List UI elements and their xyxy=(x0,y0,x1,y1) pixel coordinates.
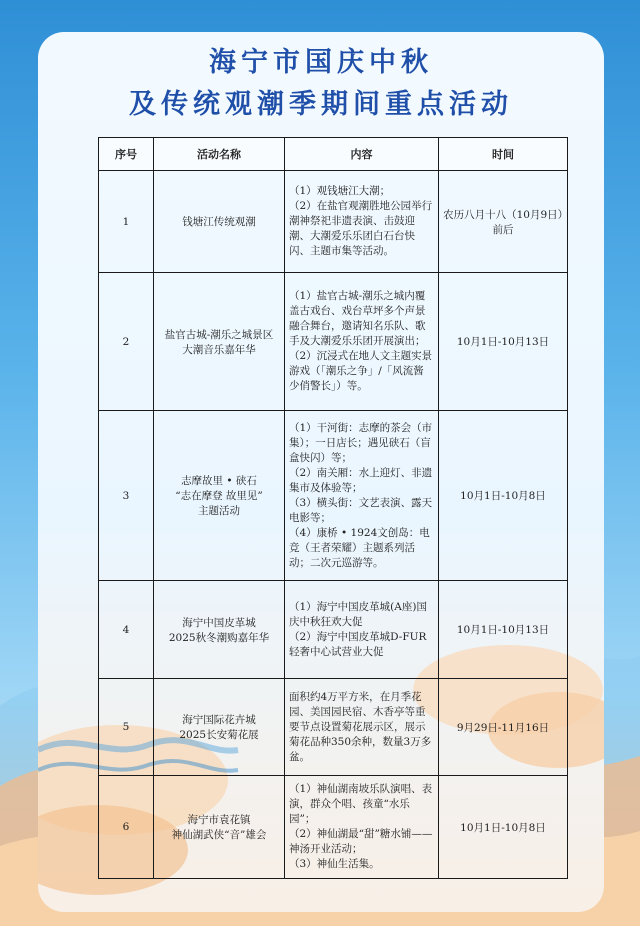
header-content: 内容 xyxy=(285,138,439,171)
row-content-line: 面积约4万平方米，在月季花园、美国园民宿、木香亭等重要节点设置菊花展示区，展示菊花品种350余种，数量3万多盆。 xyxy=(289,690,432,763)
row-time: 10月1日-10月13日 xyxy=(439,273,568,411)
page-title xyxy=(38,42,604,126)
row-name xyxy=(154,411,285,581)
row-content xyxy=(285,171,439,273)
row-content-line: （3）横头街：文艺表演、露天电影等； xyxy=(289,496,433,524)
row-name xyxy=(154,171,285,273)
row-name-line: 盐官古城-潮乐之城景区 xyxy=(164,328,274,341)
row-content-line: （1）神仙湖南坡乐队演唱、表演，群众个唱、孩童“水乐园”； xyxy=(289,783,433,825)
header-time: 时间 xyxy=(439,138,568,171)
row-content-line: （4）康桥 • 1924文创岛：电竞（王者荣耀）主题系列活动；二次元巡游等。 xyxy=(289,526,430,569)
row-name-line: 海宁国际花卉城 xyxy=(182,714,256,726)
row-name-line: 海宁市袁花镇 xyxy=(187,814,251,826)
row-time: 农历八月十八（10月9日）前后 xyxy=(439,171,568,273)
row-no: 3 xyxy=(99,411,154,581)
row-name-line: 2025长安菊花展 xyxy=(179,729,259,741)
row-name-line: 神仙湖武侠“音”雄会 xyxy=(171,829,267,841)
row-name-line: “志在摩登 故里见” xyxy=(175,490,263,502)
row-content xyxy=(285,679,439,776)
table-row xyxy=(99,411,568,581)
row-name xyxy=(154,776,285,879)
row-content-line: （1）观钱塘江大潮； xyxy=(289,185,391,197)
header-no: 序号 xyxy=(99,138,154,171)
row-content-line: （1）盐官古城-潮乐之城内覆盖古戏台、戏台草坪多个声景融合舞台，邀请知名乐队、歌手及大潮爱乐乐团开展演出； xyxy=(289,290,426,347)
row-name-line: 主题活动 xyxy=(198,505,240,517)
row-content-line: （1）海宁中国皮革城(A座)国庆中秋狂欢大促 xyxy=(289,600,427,628)
row-content xyxy=(285,581,439,679)
activity-table xyxy=(98,137,568,879)
row-content-line: （1）干河街：志摩的茶会（市集）；一日店长；遇见硖石（盲盒快闪）等； xyxy=(289,421,433,464)
row-name-line: 大潮音乐嘉年华 xyxy=(182,343,256,356)
title-line-1: 海宁市国庆中秋 xyxy=(209,47,433,78)
table-row xyxy=(99,171,568,273)
row-content xyxy=(285,273,439,411)
row-name xyxy=(154,273,285,411)
row-time: 9月29日-11月16日 xyxy=(439,679,568,776)
table-header-row xyxy=(99,138,568,171)
table-row xyxy=(99,776,568,879)
row-no: 1 xyxy=(99,171,154,273)
row-name xyxy=(154,581,285,679)
row-name-line: 志摩故里 • 硖石 xyxy=(181,475,257,487)
row-no: 4 xyxy=(99,581,154,679)
header-name: 活动名称 xyxy=(154,138,285,171)
table-row xyxy=(99,581,568,679)
row-name-line: 海宁中国皮革城 xyxy=(182,616,256,629)
row-content xyxy=(285,776,439,879)
row-no: 6 xyxy=(99,776,154,879)
row-name-line: 2025秋冬潮购嘉年华 xyxy=(168,631,270,644)
row-content-line: （2）在盐官观潮胜地公园举行潮神祭祀非遗表演、击鼓迎潮、大潮爱乐乐团白石台快闪、主题市集等活动。 xyxy=(289,200,433,257)
row-no: 2 xyxy=(99,273,154,411)
table-row xyxy=(99,679,568,776)
row-no: 5 xyxy=(99,679,154,776)
row-content-line: （2）海宁中国皮革城D-FUR轻奢中心试营业大促 xyxy=(289,630,427,658)
row-time: 10月1日-10月13日 xyxy=(439,581,568,679)
title-line-2: 及传统观潮季期间重点活动 xyxy=(129,89,513,120)
row-content-line: （2）南关厢：水上迎灯、非遗集市及体验等； xyxy=(289,466,433,494)
row-time: 10月1日-10月8日 xyxy=(439,411,568,581)
row-name xyxy=(154,679,285,776)
table-row xyxy=(99,273,568,411)
row-content-line: （2）神仙湖最“甜”糖水铺——神汤开业活动； xyxy=(289,828,433,855)
row-time: 10月1日-10月8日 xyxy=(439,776,568,879)
row-content xyxy=(285,411,439,581)
row-name-line: 钱塘江传统观潮 xyxy=(182,216,256,228)
row-content-line: （2）沉浸式在地人文主题实景游戏（「潮乐之争」/「风流酱少俏警长」）等。 xyxy=(289,350,433,392)
row-content-line: （3）神仙生活集。 xyxy=(289,858,380,870)
